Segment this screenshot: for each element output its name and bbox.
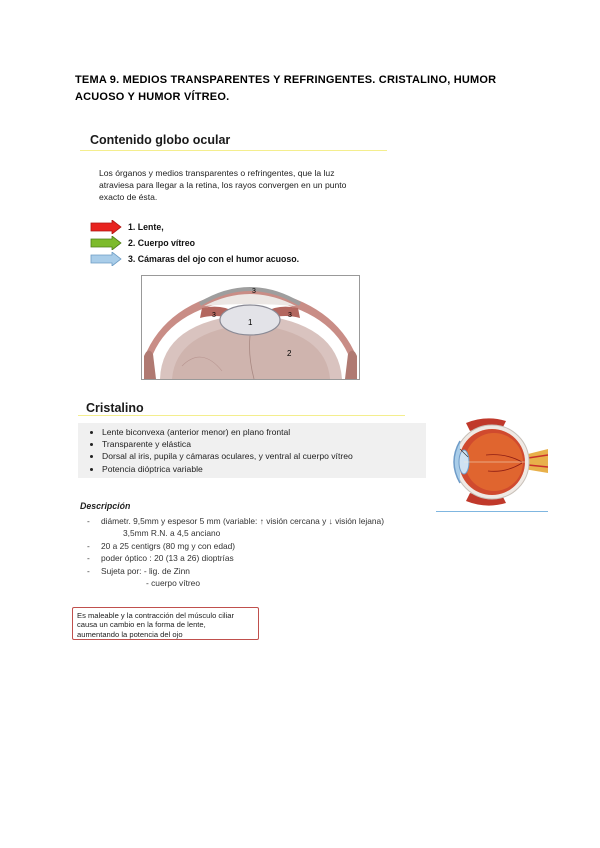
list-item-label: 2. Cuerpo vítreo [128,238,195,248]
blue-arrow-icon [90,252,122,266]
eye-illustration [436,413,548,511]
label-3-left: 3 [212,312,216,319]
list-item: • Potencia dióptrica variable [102,463,426,475]
list-item: • Transparente y elástica [102,438,426,450]
red-arrow-icon [90,220,122,234]
green-arrow-icon [90,236,122,250]
list-item: • Lente biconvexa (anterior menor) en plano frontal [102,426,426,438]
description-row: - Sujeta por: - lig. de Zinn [87,565,190,576]
figure-divider [436,511,548,512]
description-row: - poder óptico : 20 (13 a 26) dioptrías [87,553,234,564]
intro-line-3: exacto de ésta. [99,192,158,202]
description-row: - 20 a 25 centigrs (80 mg y con edad) [87,540,236,551]
lens-anatomy-figure [141,275,360,380]
heading-underline [80,150,387,151]
description-row: - diámetr. 9,5mm y espesor 5 mm (variable: ↑ visión cercana y ↓ visión lejana) [87,516,384,526]
description-row: - cuerpo vítreo [146,578,200,589]
note-line-3: aumentando la potencia del ojo [77,629,183,639]
note-box [72,607,259,640]
list-item-cuerpo-vitreo [90,236,195,250]
title-line-2: ACUOSO Y HUMOR VÍTREO. [75,91,230,103]
eyeball-drawing [436,413,548,511]
heading-underline [78,415,405,416]
label-3-right: 3 [288,312,292,319]
intro-line-1: Los órganos y medios transparentes o refringentes, que la luz [99,168,335,178]
page-title [75,72,515,106]
label-3-top: 3 [252,288,256,295]
description-list [87,515,447,589]
label-1: 1 [248,318,253,327]
intro-paragraph [99,167,399,203]
list-item-label: 3. Cámaras del ojo con el humor acuoso. [128,254,300,264]
list-item-label: 1. Lente, [128,222,164,232]
description-row: 3,5mm R.N. a 4,5 anciano [123,528,221,539]
list-item-camaras [90,252,299,266]
section-heading-contenido: Contenido globo ocular [90,133,231,147]
intro-line-2: atraviesa para llegar a la retina, los rayos convergen en un punto [99,180,347,190]
title-line-1: TEMA 9. MEDIOS TRANSPARENTES Y REFRINGENTES. CRISTALINO, HUMOR [75,74,497,86]
note-line-2: causa un cambio en la forma de lente, [77,620,206,630]
note-line-1: Es maleable y la contracción del músculo ciliar [77,611,235,620]
cristalino-bullets [78,423,426,478]
list-item-lente [90,220,164,234]
section-heading-cristalino: Cristalino [86,401,144,415]
label-2: 2 [287,349,292,358]
list-item: • Dorsal al iris, pupila y cámaras oculares, y ventral al cuerpo vítreo [102,450,426,462]
lens-anatomy-illustration [142,276,359,379]
description-heading: Descripción [80,501,131,511]
